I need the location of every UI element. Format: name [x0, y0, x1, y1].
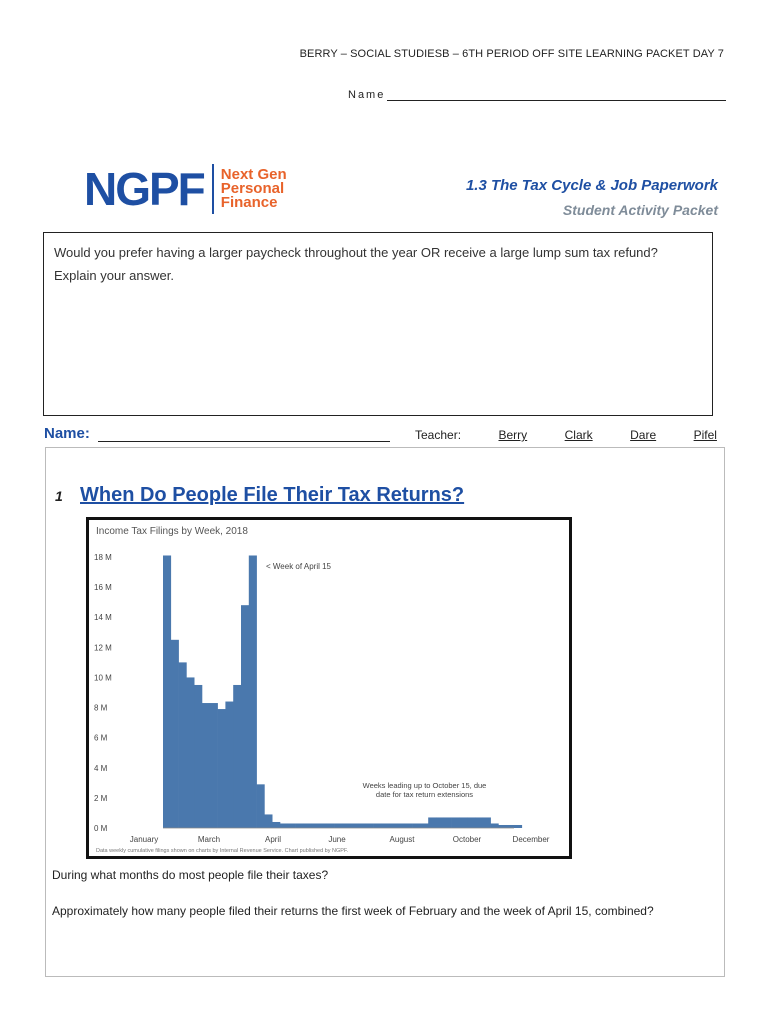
question-prompt-months: During what months do most people file their taxes?	[52, 868, 329, 882]
week-bar	[483, 817, 491, 828]
week-bar	[241, 605, 249, 828]
teacher-option-dare[interactable]: Dare	[630, 428, 657, 442]
logo-wordmark	[221, 168, 287, 210]
header-name-label: Name	[348, 89, 386, 101]
tax-filings-chart	[86, 517, 572, 859]
week-bar	[514, 825, 522, 828]
week-bar	[264, 814, 272, 828]
week-bar	[163, 555, 171, 828]
ngpf-logo	[84, 163, 287, 215]
week-bar	[186, 677, 194, 828]
y-tick-label: 14 M	[94, 613, 112, 623]
week-bar	[335, 823, 343, 828]
x-tick-label: December	[512, 835, 550, 844]
x-tick-label: April	[264, 835, 282, 844]
week-bar	[467, 817, 475, 828]
warmup-question: Would you prefer having a larger paycheck throughout the year OR receive a large lump sum tax refund? Explain your answer.	[54, 245, 658, 283]
header-name-field[interactable]	[348, 88, 726, 101]
week-bar	[436, 817, 444, 828]
week-bar	[342, 823, 350, 828]
student-name-label: Name:	[44, 425, 90, 442]
chart-source: Data weekly cumulative filings shown on charts by Internal Revenue Service. Chart published by NGPF.	[96, 848, 349, 854]
week-bar	[397, 823, 405, 828]
week-bar	[210, 703, 218, 828]
week-bar	[296, 823, 304, 828]
y-tick-label: 6 M	[94, 733, 108, 743]
week-bar	[257, 784, 265, 828]
x-tick-label: March	[197, 835, 221, 844]
week-bar	[311, 823, 319, 828]
x-tick-label: October	[452, 835, 482, 844]
week-bar	[405, 823, 413, 828]
week-bar	[389, 823, 397, 828]
course-header: BERRY – SOCIAL STUDIESB – 6TH PERIOD OFF SITE LEARNING PACKET DAY 7	[299, 48, 724, 60]
april-annotation: < Week of April 15	[266, 562, 331, 571]
y-tick-label: 0 M	[94, 824, 108, 833]
week-bar	[288, 823, 296, 828]
lesson-subtitle: Student Activity Packet	[562, 202, 718, 218]
question-number: 1	[55, 488, 63, 504]
week-bar	[280, 823, 288, 828]
teacher-selector	[415, 428, 717, 442]
x-tick-label: August	[389, 835, 415, 844]
logo-line-1: Next Gen	[220, 166, 287, 183]
chart-title: Income Tax Filings by Week, 2018	[96, 526, 248, 537]
week-bar	[194, 685, 202, 828]
week-bar	[319, 823, 327, 828]
student-name-field[interactable]	[44, 425, 390, 442]
week-bar	[374, 823, 382, 828]
x-tick-label: June	[328, 835, 346, 844]
week-bar	[475, 817, 483, 828]
logo-divider	[212, 164, 214, 214]
teacher-label: Teacher:	[415, 428, 462, 442]
logo-mark: NGPF	[84, 163, 204, 215]
october-annotation: Weeks leading up to October 15, due date for tax return extensions	[362, 781, 487, 799]
week-bar	[202, 703, 210, 828]
week-bar	[179, 662, 187, 828]
y-tick-label: 16 M	[94, 583, 112, 593]
y-tick-label: 8 M	[94, 703, 108, 713]
logo-line-3: Finance	[220, 194, 278, 211]
week-bar	[381, 823, 389, 828]
teacher-option-pifel[interactable]: Pifel	[693, 428, 717, 442]
week-bar	[498, 825, 506, 828]
week-bar	[218, 709, 226, 828]
chart-svg	[89, 520, 569, 856]
week-bar	[366, 823, 374, 828]
y-tick-label: 4 M	[94, 763, 108, 773]
y-tick-label: 18 M	[94, 553, 112, 562]
week-bar	[327, 823, 335, 828]
logo-line-2: Personal	[220, 180, 285, 197]
week-bar	[444, 817, 452, 828]
week-bar	[249, 555, 257, 828]
week-bar	[358, 823, 366, 828]
week-bar	[413, 823, 421, 828]
lesson-title: 1.3 The Tax Cycle & Job Paperwork	[465, 177, 718, 194]
teacher-option-berry[interactable]: Berry	[498, 428, 528, 442]
header-name-rule	[387, 88, 726, 101]
week-bar	[459, 817, 467, 828]
week-bar	[225, 702, 233, 828]
y-tick-label: 10 M	[94, 673, 112, 683]
week-bar	[350, 823, 358, 828]
week-bar	[303, 823, 311, 828]
week-bar	[452, 817, 460, 828]
question-title: When Do People File Their Tax Returns?	[80, 484, 465, 506]
x-tick-label: January	[129, 835, 159, 844]
week-bar	[428, 817, 436, 828]
student-name-rule	[98, 427, 390, 442]
y-tick-label: 2 M	[94, 793, 108, 803]
week-bar	[272, 822, 280, 828]
week-bar	[506, 825, 514, 828]
question-prompt-count: Approximately how many people filed their returns the first week of February and the week of April 15, combined?	[52, 904, 654, 918]
teacher-option-clark[interactable]: Clark	[564, 428, 593, 442]
warmup-answer-box[interactable]	[43, 232, 713, 416]
week-bar	[491, 823, 499, 828]
week-bar	[233, 685, 241, 828]
week-bar	[420, 823, 428, 828]
week-bar	[171, 640, 179, 828]
y-tick-label: 12 M	[94, 643, 112, 653]
